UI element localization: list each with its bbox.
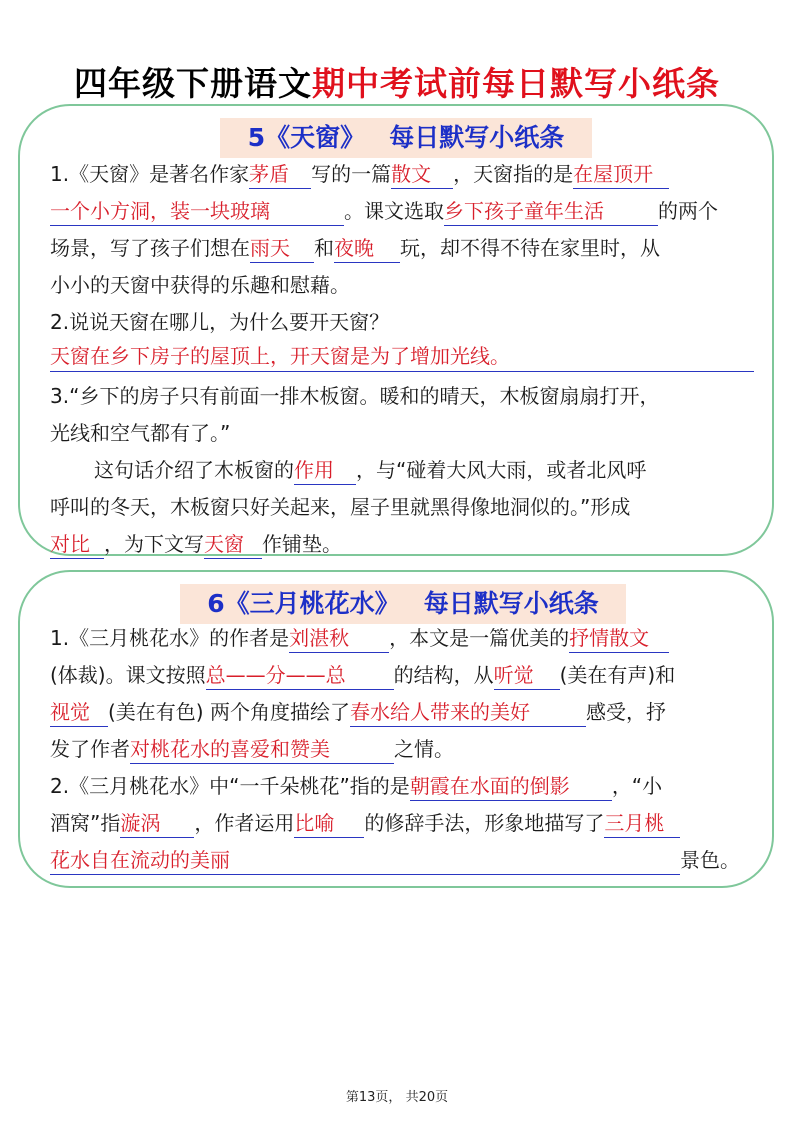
text-line [50,230,760,267]
text-line [50,526,760,563]
text-line [50,341,760,378]
card-title-lesson: 6《三月桃花水》 [207,589,400,618]
answer-blank: 春水给人带来的美好 [350,698,586,727]
text-line [50,768,760,805]
text-line [50,193,760,230]
text: (美在有色) 两个角度描绘了 [108,700,350,724]
answer-blank: 夜晚 [334,234,400,263]
text: 。课文选取 [344,199,444,223]
answer-blank: 乡下孩子童年生活 [444,197,658,226]
answer-blank: 听觉 [494,661,560,690]
text-line: 呼叫的冬天，木板窗只好关起来，屋子里就黑得像地洞似的。”形成 [50,495,631,519]
answer-blank: 对桃花水的喜爱和赞美 [130,735,394,764]
text-line [50,620,760,657]
text: 发了作者 [50,737,130,761]
text: (体裁)。课文按照 [50,663,206,687]
text: ，作者运用 [194,811,295,835]
answer-blank: 朝霞在水面的倒影 [410,772,612,801]
text-line [50,657,760,694]
answer-line: 天窗在乡下房子的屋顶上，开天窗是为了增加光线。 [50,341,754,372]
text-line [50,156,760,193]
answer-blank: 在屋顶开 [573,160,669,189]
question: 2.说说天窗在哪儿，为什么要开天窗？ [50,310,390,334]
answer-blank: 漩涡 [120,809,194,838]
page-title [0,58,794,105]
text: ，为下文写 [104,532,204,556]
answer-blank: 散文 [391,160,453,189]
answer-blank: 茅盾 [249,160,311,189]
answer-blank: 比喻 [294,809,364,838]
text: 场景，写了孩子们想在 [50,236,250,260]
card-title-lesson: 5《天窗》 [247,123,366,152]
card-title [180,584,626,624]
text-line [50,805,760,842]
text: 玩，却不得不待在家里时，从 [400,236,660,260]
quote-line: 光线和空气都有了。” [50,421,231,445]
text: (美在有声)和 [559,663,676,687]
text-line [50,452,760,489]
page-title-topic: 期中考试前每日默写小纸条 [312,64,720,103]
card-sanyue-taohuashui [18,570,774,888]
answer-blank: 作用 [294,456,356,485]
text-line [50,731,760,768]
text: ，天窗指的是 [453,162,574,186]
text: 1.《天窗》是著名作家 [50,162,250,186]
text: 之情。 [394,737,454,761]
answer-blank: 三月桃 [604,809,680,838]
text: 作铺垫。 [262,532,342,556]
card-content [50,620,760,879]
answer-blank: 一个小方洞，装一块玻璃 [50,197,344,226]
text: 景色。 [680,848,740,872]
text: 和 [314,236,334,260]
text: 的修辞手法，形象地描写了 [364,811,605,835]
text: 写的一篇 [311,162,392,186]
text: 这句话介绍了木板窗的 [94,458,294,482]
page-title-grade: 四年级下册语文 [74,64,312,103]
answer-blank: 对比 [50,530,104,559]
page-number: 第13页， 共20页 [345,1090,449,1105]
text: 的两个 [658,199,718,223]
text: ，本文是一篇优美的 [389,626,570,650]
text: 1.《三月桃花水》的作者是 [50,626,290,650]
card-title-subtitle: 每日默写小纸条 [423,589,599,618]
text: ，“小 [611,774,663,798]
text-line [50,694,760,731]
card-content [50,156,760,563]
answer-blank: 天窗 [204,530,262,559]
answer-blank: 雨天 [250,234,314,263]
text: 2.《三月桃花水》中“一千朵桃花”指的是 [50,774,410,798]
text-line: 小小的天窗中获得的乐趣和慰藉。 [50,273,350,297]
card-tianchuang [18,104,774,556]
text-line [50,842,760,879]
text: ，与“碰着大风大雨，或者北风呼 [356,458,647,482]
text: 感受，抒 [585,700,666,724]
text: 的结构，从 [393,663,494,687]
answer-blank: 视觉 [50,698,108,727]
answer-blank: 抒情散文 [569,624,669,653]
card-title-subtitle: 每日默写小纸条 [389,123,565,152]
answer-blank: 总——分——总 [206,661,394,690]
quote-line: 3.“乡下的房子只有前面一排木板窗。暖和的晴天，木板窗扇扇打开， [50,384,660,408]
answer-blank: 花水自在流动的美丽 [50,846,680,875]
answer-blank: 刘湛秋 [289,624,389,653]
card-title [220,118,592,158]
text: 酒窝”指 [50,811,121,835]
